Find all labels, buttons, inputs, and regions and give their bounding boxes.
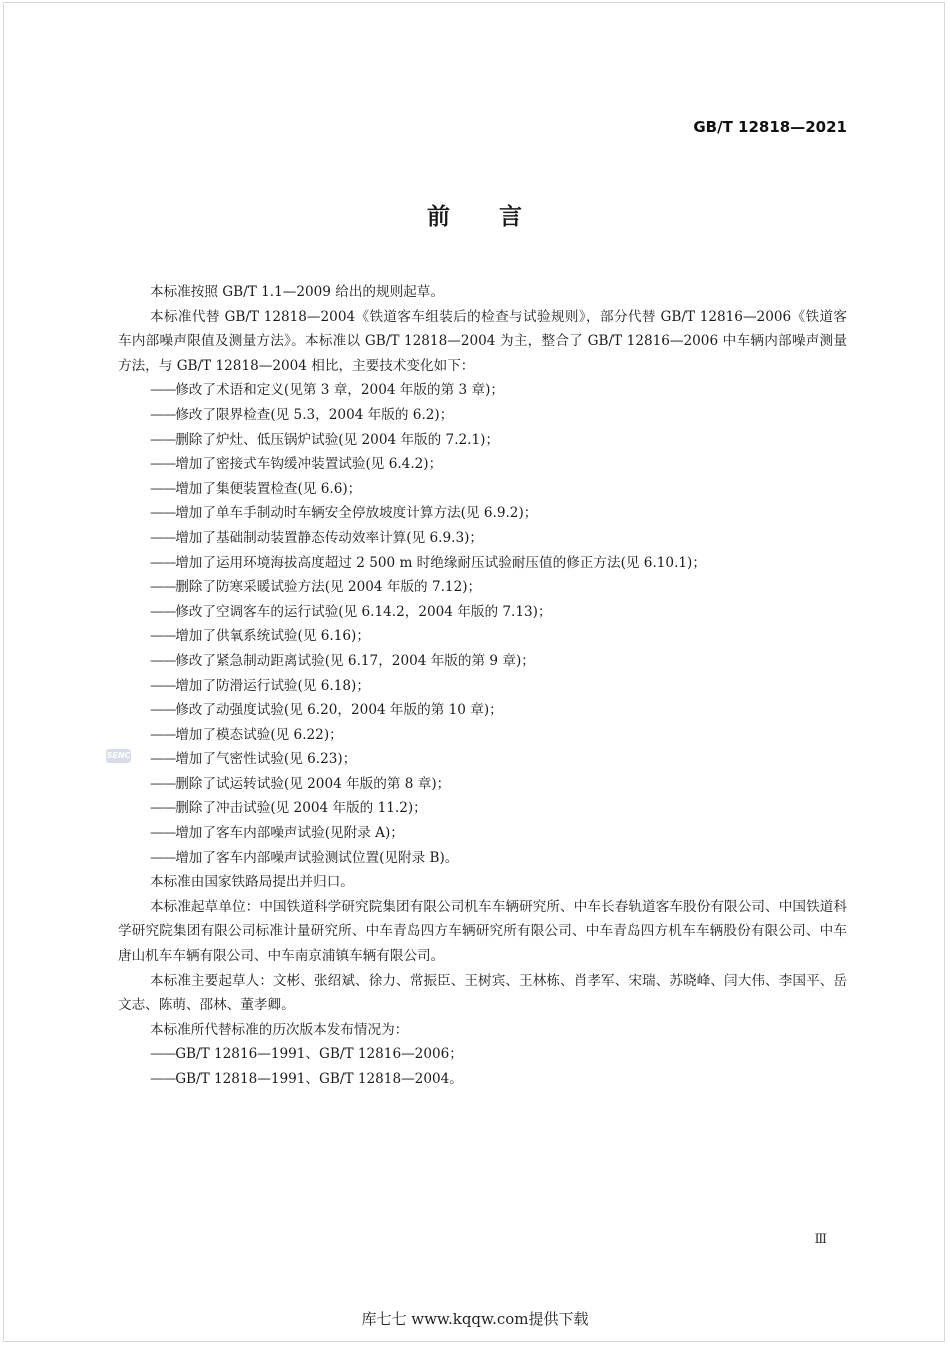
title-char-2: 言 (499, 204, 524, 230)
list-item: ——删除了防寒采暖试验方法(见 2004 年版的 7.12)； (150, 579, 482, 596)
list-item: ——增加了客车内部噪声试验(见附录 A)； (150, 825, 404, 842)
list-item: ——增加了密接式车钩缓冲装置试验(见 6.4.2)； (150, 456, 443, 473)
list-item: ——删除了试运转试验(见 2004 年版的第 8 章)； (150, 775, 451, 792)
list-item: ——删除了炉灶、低压锅炉试验(见 2004 年版的 7.2.1)； (150, 431, 500, 448)
intro-paragraph: 本标准代替 GB/T 12818—2004《铁道客车组装后的检查与试验规则》，部分代替 GB/T 12816—2006《铁道客车内部噪声限值及测量方法》。本标准以 GB/T 12818—2004 为主，整合了 GB/T 12816—2006 中车辆内部噪声测量方法，与 GB/T 12818—2004 相比，主要技术变化如下： (118, 308, 847, 374)
list-item: ——修改了空调客车的运行试验(见 6.14.2，2004 年版的 7.13)； (150, 603, 552, 620)
history-item: ——GB/T 12818—1991、GB/T 12818—2004。 (150, 1071, 463, 1087)
standard-code: GB/T 12818—2021 (693, 118, 847, 136)
closing-paragraph: 本标准所代替标准的历次版本发布情况为： (150, 1021, 409, 1038)
intro-paragraph: 本标准按照 GB/T 1.1—2009 给出的规则起草。 (150, 284, 444, 300)
list-item: ——修改了紧急制动距离试验(见 6.17，2004 年版的第 9 章)； (150, 652, 535, 669)
closing-paragraph: 本标准由国家铁路局提出并归口。 (150, 874, 354, 891)
watermark-stamp: SENC (106, 749, 131, 763)
download-footer: 库七七 www.kqqw.com提供下载 (361, 1310, 589, 1328)
list-item: ——增加了集便装置检查(见 6.6)； (150, 480, 362, 497)
list-item: ——增加了单车手制动时车辆安全停放坡度计算方法(见 6.9.2)； (150, 505, 538, 522)
list-item: ——修改了限界检查(见 5.3，2004 年版的 6.2)； (150, 406, 454, 423)
history-item: ——GB/T 12816—1991、GB/T 12816—2006； (150, 1046, 463, 1063)
list-item: ——增加了防滑运行试验(见 6.18)； (150, 677, 370, 694)
page-title (0, 198, 950, 231)
list-item: ——增加了气密性试验(见 6.23)； (150, 751, 357, 768)
foreword-body (118, 280, 847, 1092)
list-item: ——增加了基础制动装置静态传动效率计算(见 6.9.3)； (150, 529, 483, 546)
list-item: ——修改了动强度试验(见 6.20，2004 年版的第 10 章)； (150, 702, 503, 719)
list-item: ——删除了冲击试验(见 2004 年版的 11.2)； (150, 800, 427, 817)
list-item: ——增加了模态试验(见 6.22)； (150, 726, 343, 743)
closing-paragraph: 本标准起草单位：中国铁道科学研究院集团有限公司机车车辆研究所、中车长春轨道客车股份有限公司、中国铁道科学研究院集团有限公司标准计量研究所、中车青岛四方车辆研究所有限公司、中车青岛四方机车车辆股份有限公司、中车唐山机车车辆有限公司、中车南京浦镇车辆有限公司。 (118, 898, 847, 965)
list-item: ——增加了供氧系统试验(见 6.16)； (150, 628, 370, 645)
closing-paragraph: 本标准主要起草人：文彬、张绍斌、徐力、常振臣、王树宾、王林栋、肖孝军、宋瑞、苏晓峰、闫大伟、李国平、岳文志、陈萌、邵林、董孝卿。 (118, 972, 847, 1014)
title-char-1: 前 (427, 204, 452, 230)
list-item: ——修改了术语和定义(见第 3 章，2004 年版的第 3 章)； (150, 382, 504, 399)
list-item: ——增加了运用环境海拔高度超过 2 500 m 时绝缘耐压试验耐压值的修正方法(见 6.10.1)； (150, 554, 706, 571)
list-item: ——增加了客车内部噪声试验测试位置(见附录 B)。 (150, 849, 459, 866)
page-number: Ⅲ (814, 1232, 827, 1247)
